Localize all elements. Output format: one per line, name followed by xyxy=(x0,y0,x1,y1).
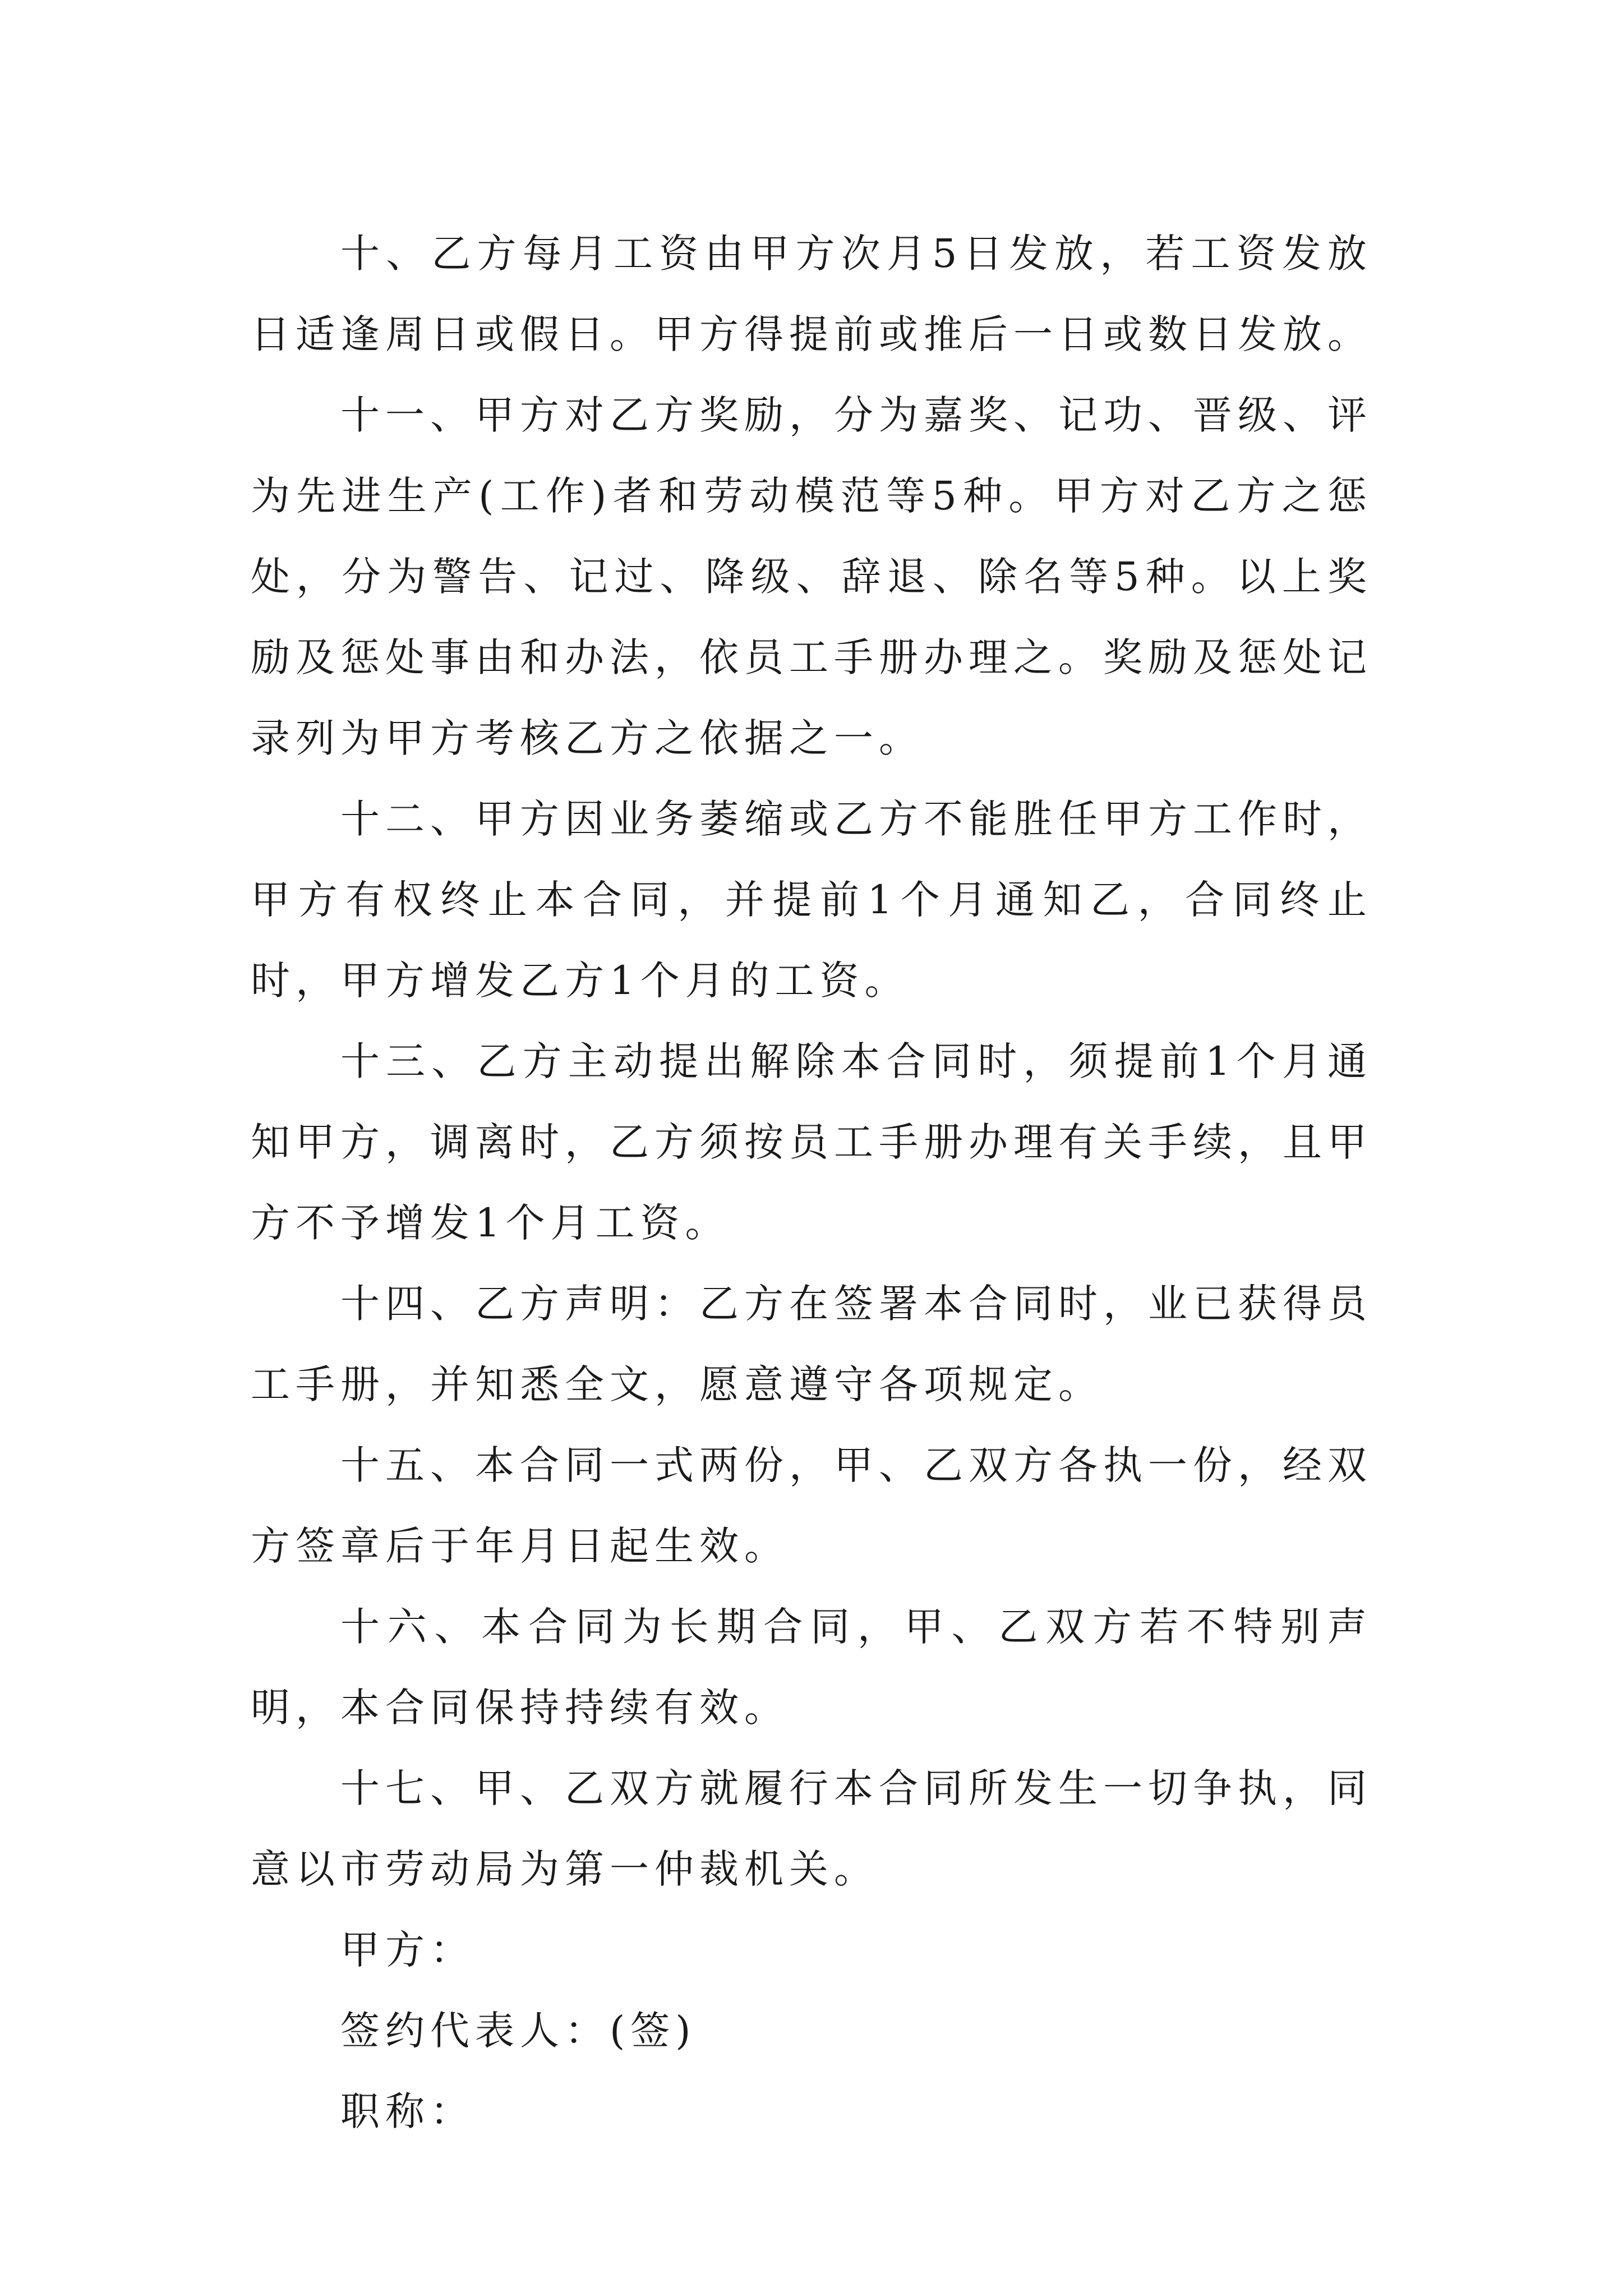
clause-12: 十二、甲方因业务萎缩或乙方不能胜任甲方工作时，甲方有权终止本合同，并提前1个月通知乙，合同终止时，甲方增发乙方1个月的工资。 xyxy=(251,796,1372,1004)
clause-14: 十四、乙方声明：乙方在签署本合同时，业已获得员工手册，并知悉全文，愿意遵守各项规定。 xyxy=(251,1281,1372,1407)
party-a-label: 甲方： xyxy=(340,1927,475,1973)
clause-17: 十七、甲、乙双方就履行本合同所发生一切争执，同意以市劳动局为第一仲裁机关。 xyxy=(251,1765,1372,1892)
clause-11: 十一、甲方对乙方奖励，分为嘉奖、记功、晋级、评为先进生产(工作)者和劳动模范等5种。甲方对乙方之惩处，分为警告、记过、降级、辞退、除名等5种。以上奖励及惩处事由和办法，依员工手册办理之。奖励及惩处记录列为甲方考核乙方之依据之一。 xyxy=(251,392,1372,761)
clause-13: 十三、乙方主动提出解除本合同时，须提前1个月通知甲方，调离时，乙方须按员工手册办理有关手续，且甲方不予增发1个月工资。 xyxy=(251,1038,1372,1246)
representative-label: 签约代表人：(签) xyxy=(340,2008,697,2054)
clause-16: 十六、本合同为长期合同，甲、乙双方若不特别声明，本合同保持持续有效。 xyxy=(251,1604,1372,1731)
clause-10: 十、乙方每月工资由甲方次月5日发放，若工资发放日适逢周日或假日。甲方得提前或推后一日或数日发放。 xyxy=(251,231,1372,357)
contract-body xyxy=(251,213,1372,2152)
clause-15: 十五、本合同一式两份，甲、乙双方各执一份，经双方签章后于年月日起生效。 xyxy=(251,1442,1372,1569)
title-label: 职称： xyxy=(340,2088,475,2134)
